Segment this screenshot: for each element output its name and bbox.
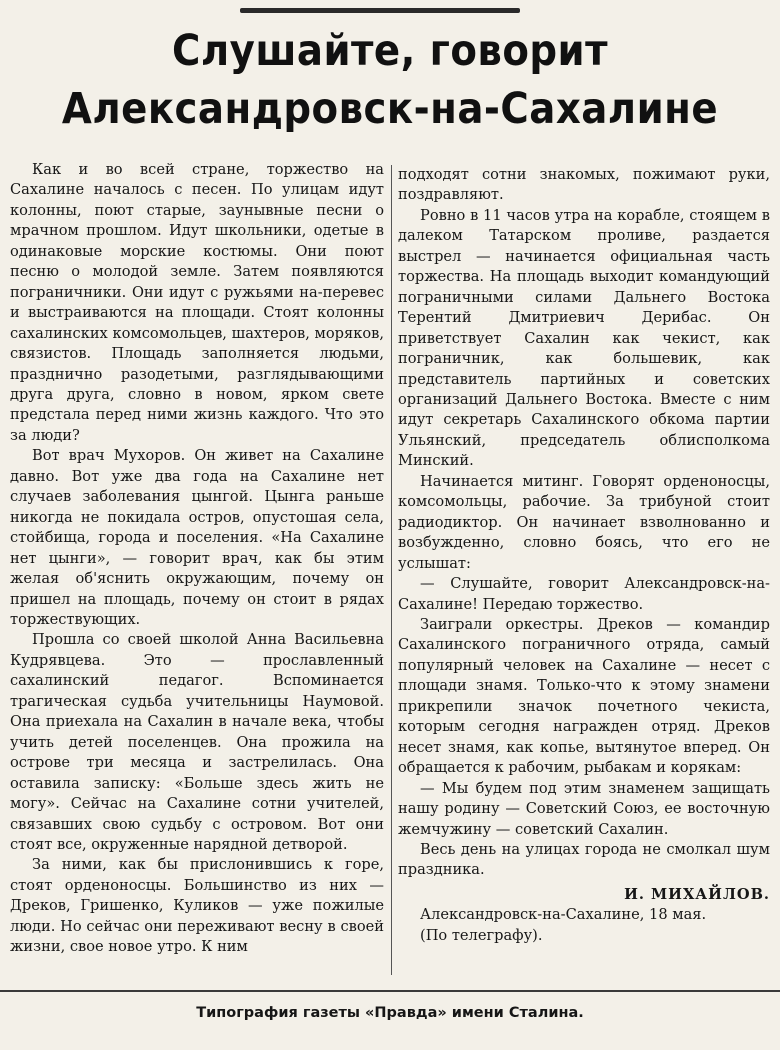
article-column-left bbox=[10, 160, 384, 980]
top-rule bbox=[240, 8, 520, 13]
dateline: Александровск-на-Сахалине, 18 мая. bbox=[420, 906, 707, 924]
paragraph: Заиграли оркестры. Дреков — командир Сахалинского пограничного отряда, самый популярный человек на Сахалине — несет с площади знамя. Только-что к этому знамени прикрепили значок почетного чекиста, которым сегодня награжден отряд. Дреков несет знамя, как копье, вытянутое вперед. Он обращается к рабочим, рыбакам и корякам: bbox=[398, 615, 770, 777]
paragraph: Ровно в 11 часов утра на корабле, стоящем в далеком Татарском проливе, раздается выстрел — начинается официальная часть торжества. На площадь выходит командующий пограничными силами Дальнего Востока Терентий Дмитриевич Дерибас. Он приветствует Сахалин как чекист, как пограничник, как большевик, как представитель партийных и советских организаций Дальнего Востока. Вместе с ним идут секретарь Сахалинского обкома партии Ульянский, председатель облисполкома Минский. bbox=[398, 206, 770, 470]
paragraph: — Слушайте, говорит Александровск-на-Сахалине! Передаю торжество. bbox=[398, 575, 770, 613]
headline bbox=[39, 22, 741, 138]
paragraph: Прошла со своей школой Анна Васильевна Кудрявцева. Это — прославленный сахалинский педагог. Вспоминается трагическая судьба учительницы Наумовой. Она приехала на Сахалин в начале века, чтобы учить детей поселенцев. Она прожила на острове три месяца и застрелилась. Она оставила записку: «Больше здесь жить не могу». Сейчас на Сахалине сотни учителей, связавших свою судьбу с островом. Вот они стоят все, окруженные нарядной детворой. bbox=[10, 631, 384, 853]
footer-rule bbox=[0, 990, 780, 992]
headline-line-2: Александровск-на-Сахалине bbox=[61, 84, 719, 134]
printer-imprint: Типография газеты «Правда» имени Сталина. bbox=[196, 1005, 584, 1021]
paragraph: За ними, как бы прислонившись к горе, стоят орденоносцы. Большинство из них — Дреков, Гришенко, Куликов — уже пожилые люди. Но сейчас они переживают весну в своей жизни, свое новое утро. К ним bbox=[10, 856, 384, 956]
paragraph: Весь день на улицах города не смолкал шум праздника. bbox=[398, 840, 770, 879]
article-column-right bbox=[398, 165, 770, 985]
column-divider bbox=[391, 165, 392, 975]
telegraph-note: (По телеграфу). bbox=[420, 926, 543, 944]
paragraph: подходят сотни знакомых, пожимают руки, поздравляют. bbox=[398, 166, 770, 204]
paragraph: Вот врач Мухоров. Он живет на Сахалине давно. Вот уже два года на Сахалине нет случаев заболевания цынгой. Цынга раньше никогда не покидала остров, опустошая села, стойбища, города и поселения. «На Сахалине нет цынги», — говорит врач, как бы этим желая об'яснить окружающим, почему он пришел на площадь, почему он стоит в рядах торжествующих. bbox=[10, 447, 384, 628]
headline-line-1: Слушайте, говорит bbox=[172, 26, 608, 76]
paragraph: Как и во всей стране, торжество на Сахалине началось с песен. По улицам идут колонны, поют старые, заунывные песни о мрачном прошлом. Идут школьники, одетые в одинаковые морские костюмы. Они поют песню о молодой земле. Затем появляются пограничники. Они идут с ружьями на-перевес и выстраиваются на площади. Стоят колонны сахалинских комсомольцев, шахтеров, моряков, связистов. Площадь заполняется людьми, празднично разодетыми, разглядывающими друга друга, словно в новом, ярком свете предстала перед ними жизнь каждого. Что это за люди? bbox=[10, 161, 384, 444]
paragraph: Начинается митинг. Говорят орденоносцы, комсомольцы, рабочие. За трибуной стоит радиодиктор. Он начинает взволнованно и возбужденно, словно боясь, что его не услышат: bbox=[398, 472, 770, 572]
paragraph: — Мы будем под этим знаменем защищать нашу родину — Советский Союз, ее восточную жемчужину — советский Сахалин. bbox=[398, 779, 770, 838]
author-signature: И. МИХАЙЛОВ. bbox=[624, 885, 770, 903]
